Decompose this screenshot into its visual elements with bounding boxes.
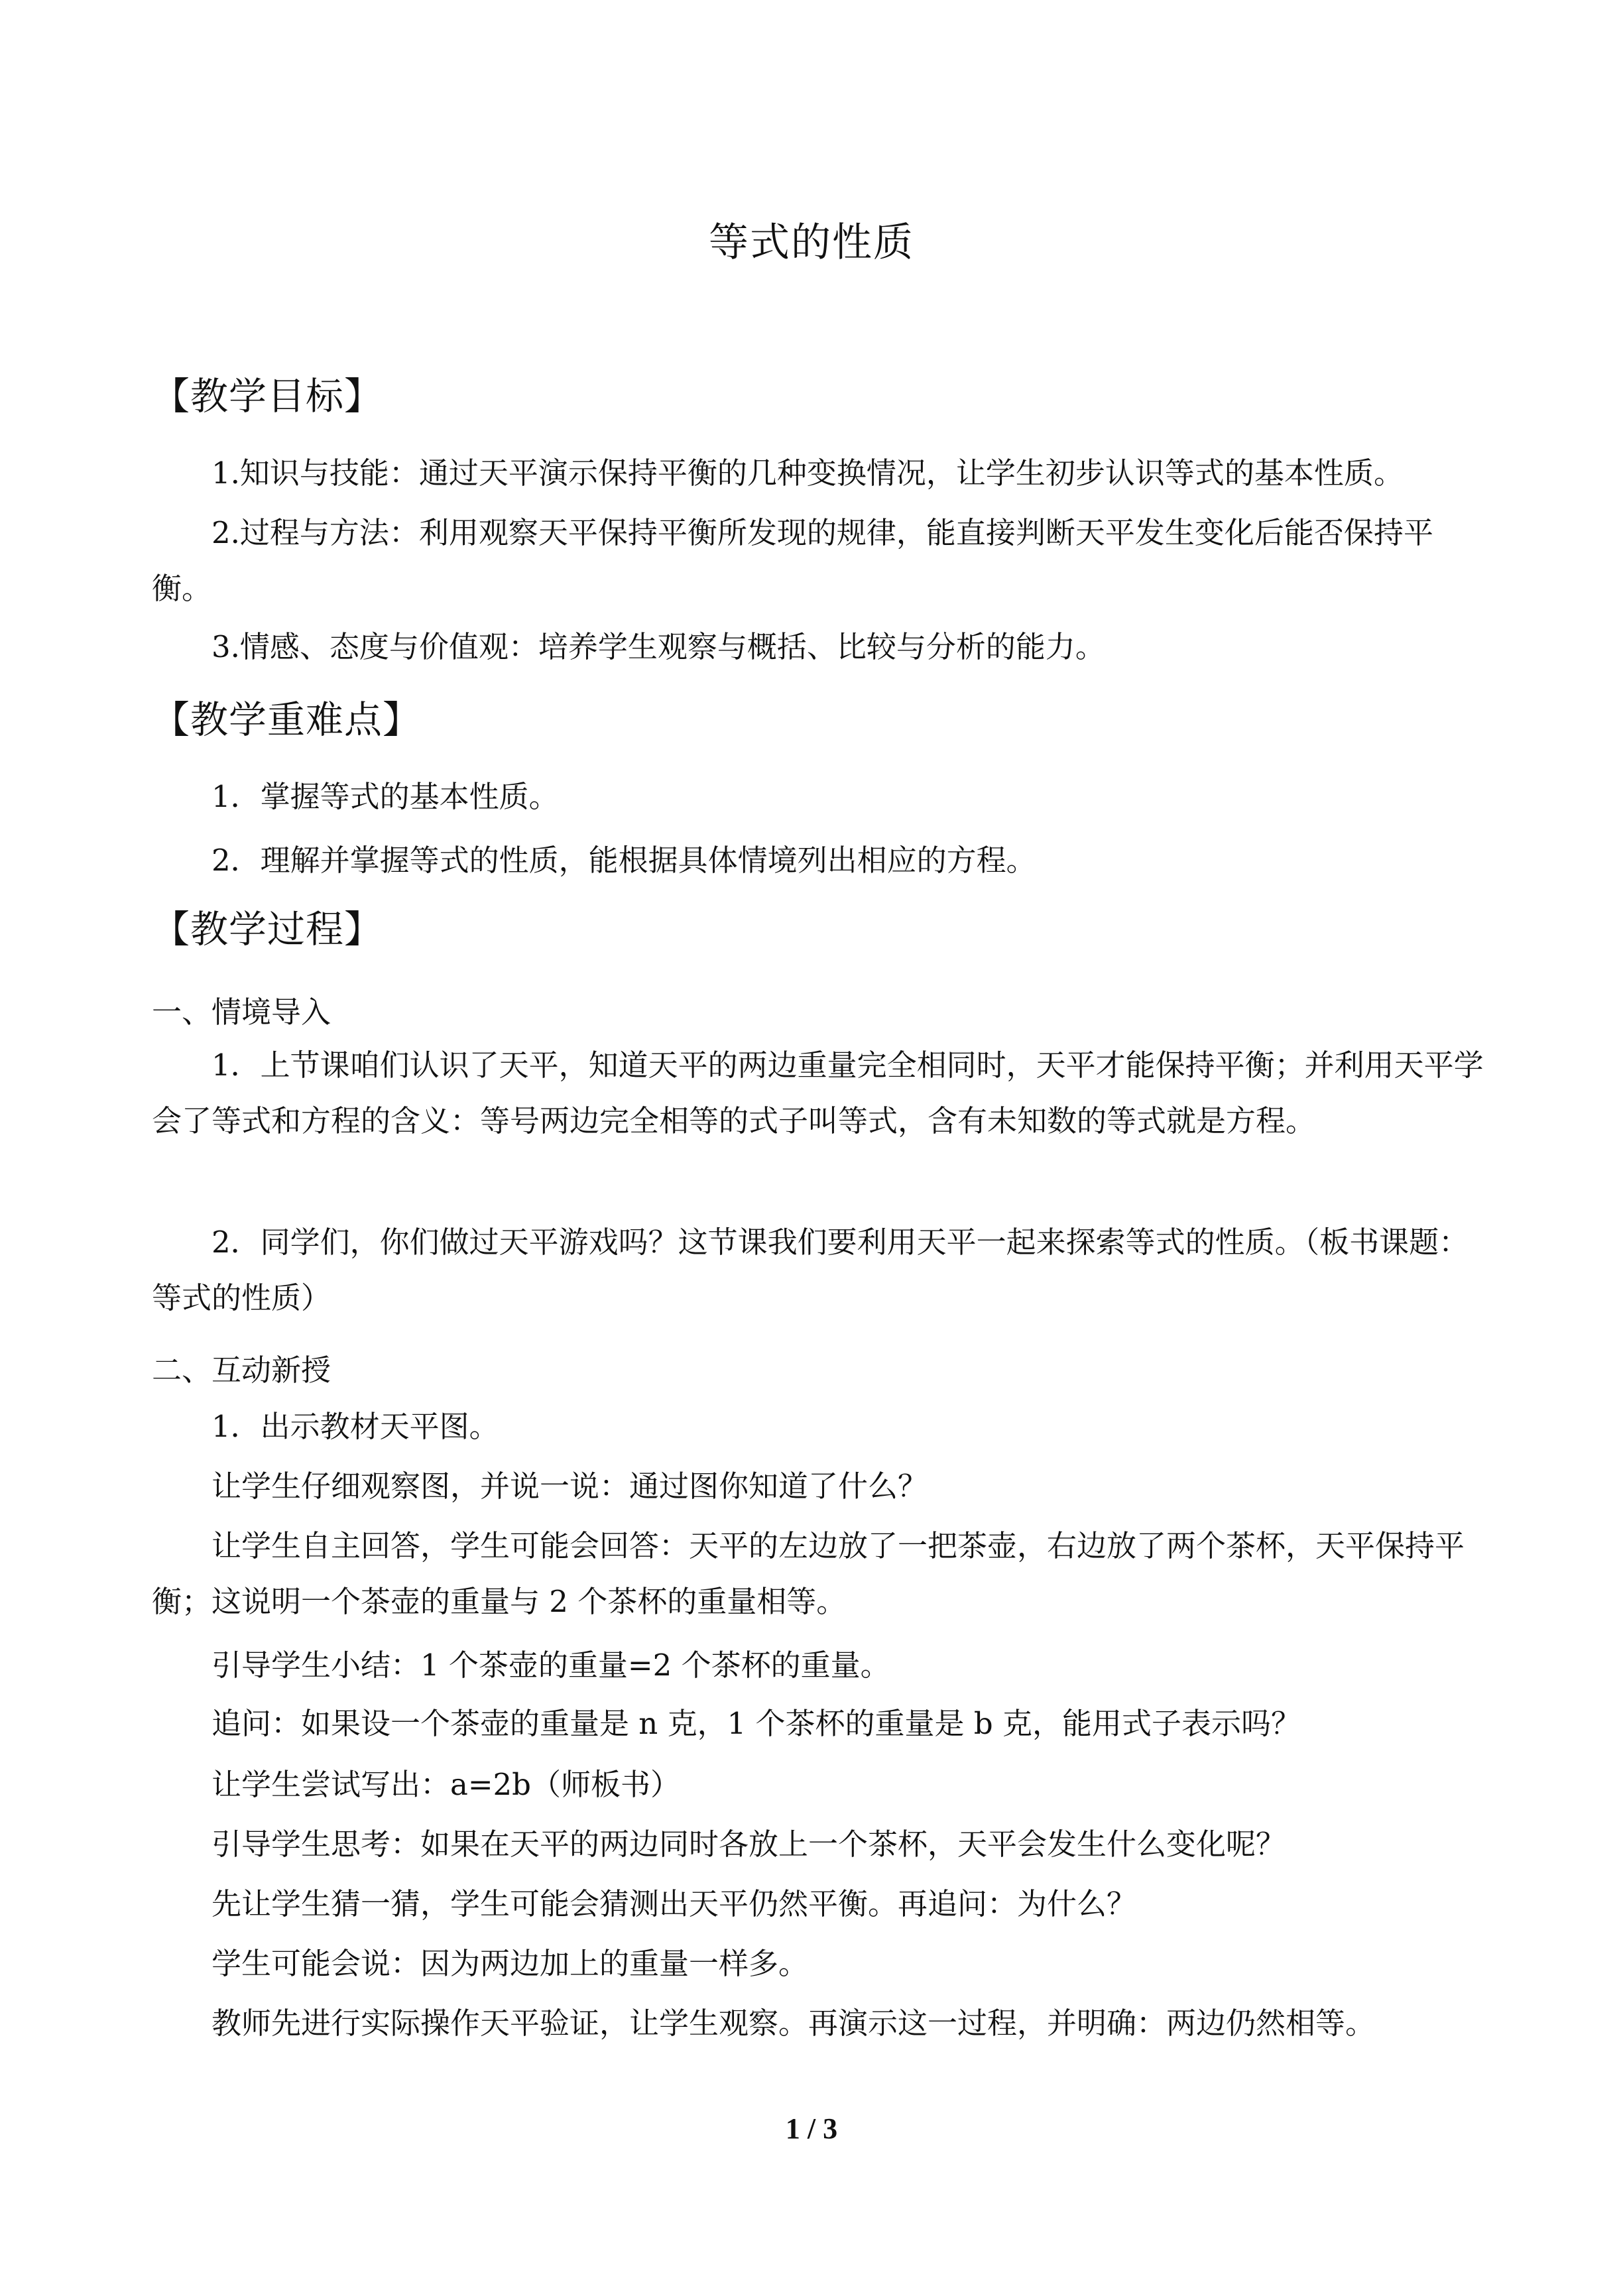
- objective-item-2: 2.过程与方法：利用观察天平保持平衡所发现的规律，能直接判断天平发生变化后能否保持平衡。: [152, 515, 1433, 606]
- teaching-item-6: 让学生尝试写出：a=2b（师板书）: [211, 1767, 680, 1802]
- teaching-item-3: 让学生自主回答，学生可能会回答：天平的左边放了一把茶壶，右边放了两个茶杯，天平保持平衡；这说明一个茶壶的重量与 2 个茶杯的重量相等。: [152, 1528, 1465, 1619]
- section-title-intro: 一、情境导入: [152, 995, 331, 1030]
- teaching-item-1: 1．出示教材天平图。: [211, 1409, 499, 1444]
- key-point-item-1: 1．掌握等式的基本性质。: [211, 779, 559, 814]
- objective-item-3: 3.情感、态度与价值观：培养学生观察与概括、比较与分析的能力。: [211, 629, 1105, 664]
- teaching-item-10: 教师先进行实际操作天平验证，让学生观察。再演示这一过程，并明确：两边仍然相等。: [211, 2006, 1376, 2041]
- key-point-item-2: 2．理解并掌握等式的性质，能根据具体情境列出相应的方程。: [211, 843, 1036, 878]
- teaching-item-9: 学生可能会说：因为两边加上的重量一样多。: [211, 1946, 809, 1981]
- teaching-item-2: 让学生仔细观察图，并说一说：通过图你知道了什么？: [211, 1469, 928, 1504]
- page-title: 等式的性质: [709, 219, 914, 266]
- teaching-item-7: 引导学生思考：如果在天平的两边同时各放上一个茶杯，天平会发生什么变化呢？: [211, 1827, 1286, 1862]
- objective-item-1: 1.知识与技能：通过天平演示保持平衡的几种变换情况，让学生初步认识等式的基本性质。: [211, 455, 1404, 491]
- intro-item-2: 2．同学们，你们做过天平游戏吗？这节课我们要利用天平一起来探索等式的性质。（板书课题：等式的性质）: [152, 1225, 1469, 1315]
- teaching-item-8: 先让学生猜一猜，学生可能会猜测出天平仍然平衡。再追问：为什么？: [211, 1886, 1137, 1921]
- section-title-new-teaching: 二、互动新授: [152, 1353, 331, 1388]
- heading-key-points: 【教学重难点】: [152, 698, 421, 742]
- page-number: 1 / 3: [785, 2112, 838, 2145]
- heading-objectives: 【教学目标】: [152, 375, 383, 418]
- teaching-item-5: 追问：如果设一个茶壶的重量是 n 克，1 个茶杯的重量是 b 克，能用式子表示吗？: [211, 1706, 1301, 1741]
- intro-item-1: 1．上节课咱们认识了天平，知道天平的两边重量完全相同时，天平才能保持平衡；并利用天平学会了等式和方程的含义：等号两边完全相等的式子叫等式，含有未知数的等式就是方程。: [152, 1048, 1484, 1138]
- teaching-item-4: 引导学生小结：1 个茶壶的重量=2 个茶杯的重量。: [211, 1648, 890, 1683]
- heading-process: 【教学过程】: [152, 908, 383, 951]
